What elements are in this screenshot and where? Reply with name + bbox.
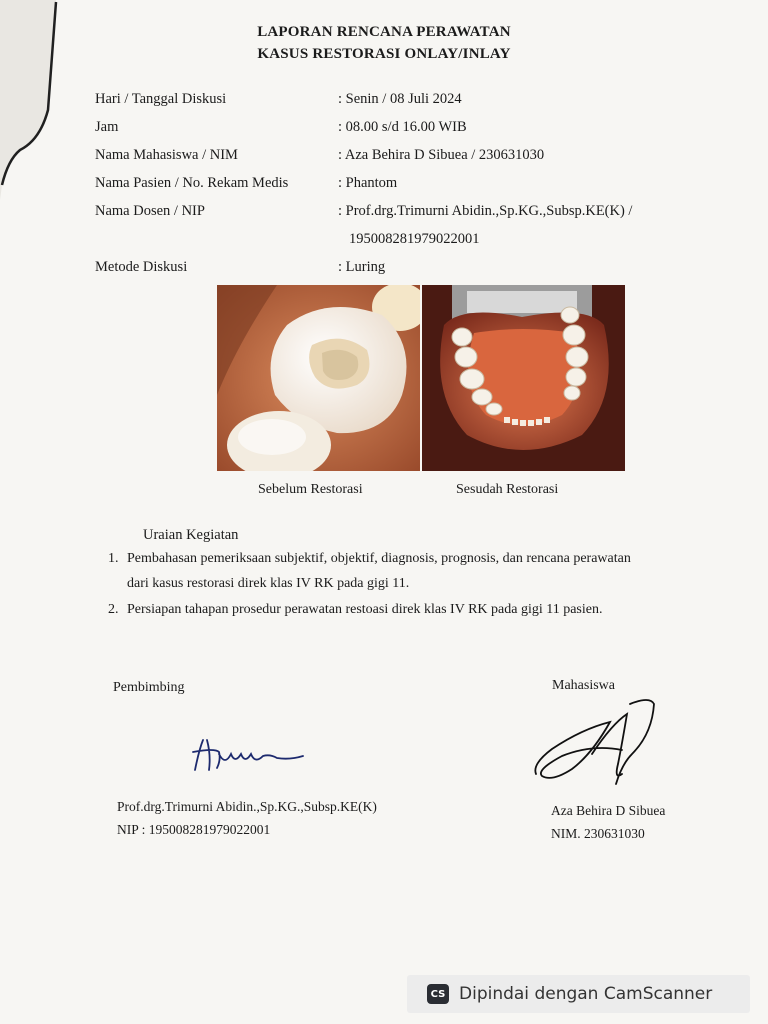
supervisor-signature <box>185 730 310 775</box>
label-date: Hari / Tanggal Diskusi <box>95 91 227 107</box>
value-lecturer-nip: 195008281979022001 <box>349 231 480 247</box>
photo-after-restoration <box>422 285 625 471</box>
activity-text: Persiapan tahapan prosedur perawatan restoasi direk klas IV RK pada gigi 11 pasien. <box>127 602 603 617</box>
camscanner-logo-icon: CS <box>427 984 449 1004</box>
label-time: Jam <box>95 119 119 135</box>
document-subtitle: KASUS RESTORASI ONLAY/INLAY <box>257 46 511 62</box>
caption-before: Sebelum Restorasi <box>258 482 363 497</box>
watermark-text: Dipindai dengan CamScanner <box>459 984 713 1004</box>
activity-text: Pembahasan pemeriksaan subjektif, objektif, diagnosis, prognosis, dan rencana perawatan <box>127 551 631 566</box>
label-patient: Nama Pasien / No. Rekam Medis <box>95 175 289 191</box>
student-role: Mahasiswa <box>552 678 615 693</box>
value-date: : Senin / 08 Juli 2024 <box>338 91 462 107</box>
document-title: LAPORAN RENCANA PERAWATAN <box>257 24 511 40</box>
value-student: : Aza Behira D Sibuea / 230631030 <box>338 147 545 163</box>
value-method: : Luring <box>338 259 386 275</box>
activity-number: 1. <box>108 551 119 566</box>
supervisor-role: Pembimbing <box>113 680 185 695</box>
camscanner-watermark <box>407 975 750 1013</box>
student-nim: NIM. 230631030 <box>551 826 645 841</box>
activity-number: 2. <box>108 602 119 617</box>
student-signature <box>532 694 662 786</box>
activities-heading: Uraian Kegiatan <box>143 527 239 543</box>
caption-after: Sesudah Restorasi <box>456 482 559 497</box>
value-lecturer: : Prof.drg.Trimurni Abidin.,Sp.KG.,Subsp.KE(K) / <box>338 203 633 219</box>
activity-text-continued: dari kasus restorasi direk klas IV RK pada gigi 11. <box>127 576 410 591</box>
label-method: Metode Diskusi <box>95 259 188 275</box>
label-lecturer: Nama Dosen / NIP <box>95 203 205 219</box>
photo-before-restoration <box>217 285 420 471</box>
label-student: Nama Mahasiswa / NIM <box>95 147 238 163</box>
value-time: : 08.00 s/d 16.00 WIB <box>338 119 467 135</box>
supervisor-name: Prof.drg.Trimurni Abidin.,Sp.KG.,Subsp.KE(K) <box>117 799 377 814</box>
value-patient: : Phantom <box>338 175 398 191</box>
student-name: Aza Behira D Sibuea <box>551 803 666 818</box>
supervisor-nip: NIP : 195008281979022001 <box>117 822 271 837</box>
